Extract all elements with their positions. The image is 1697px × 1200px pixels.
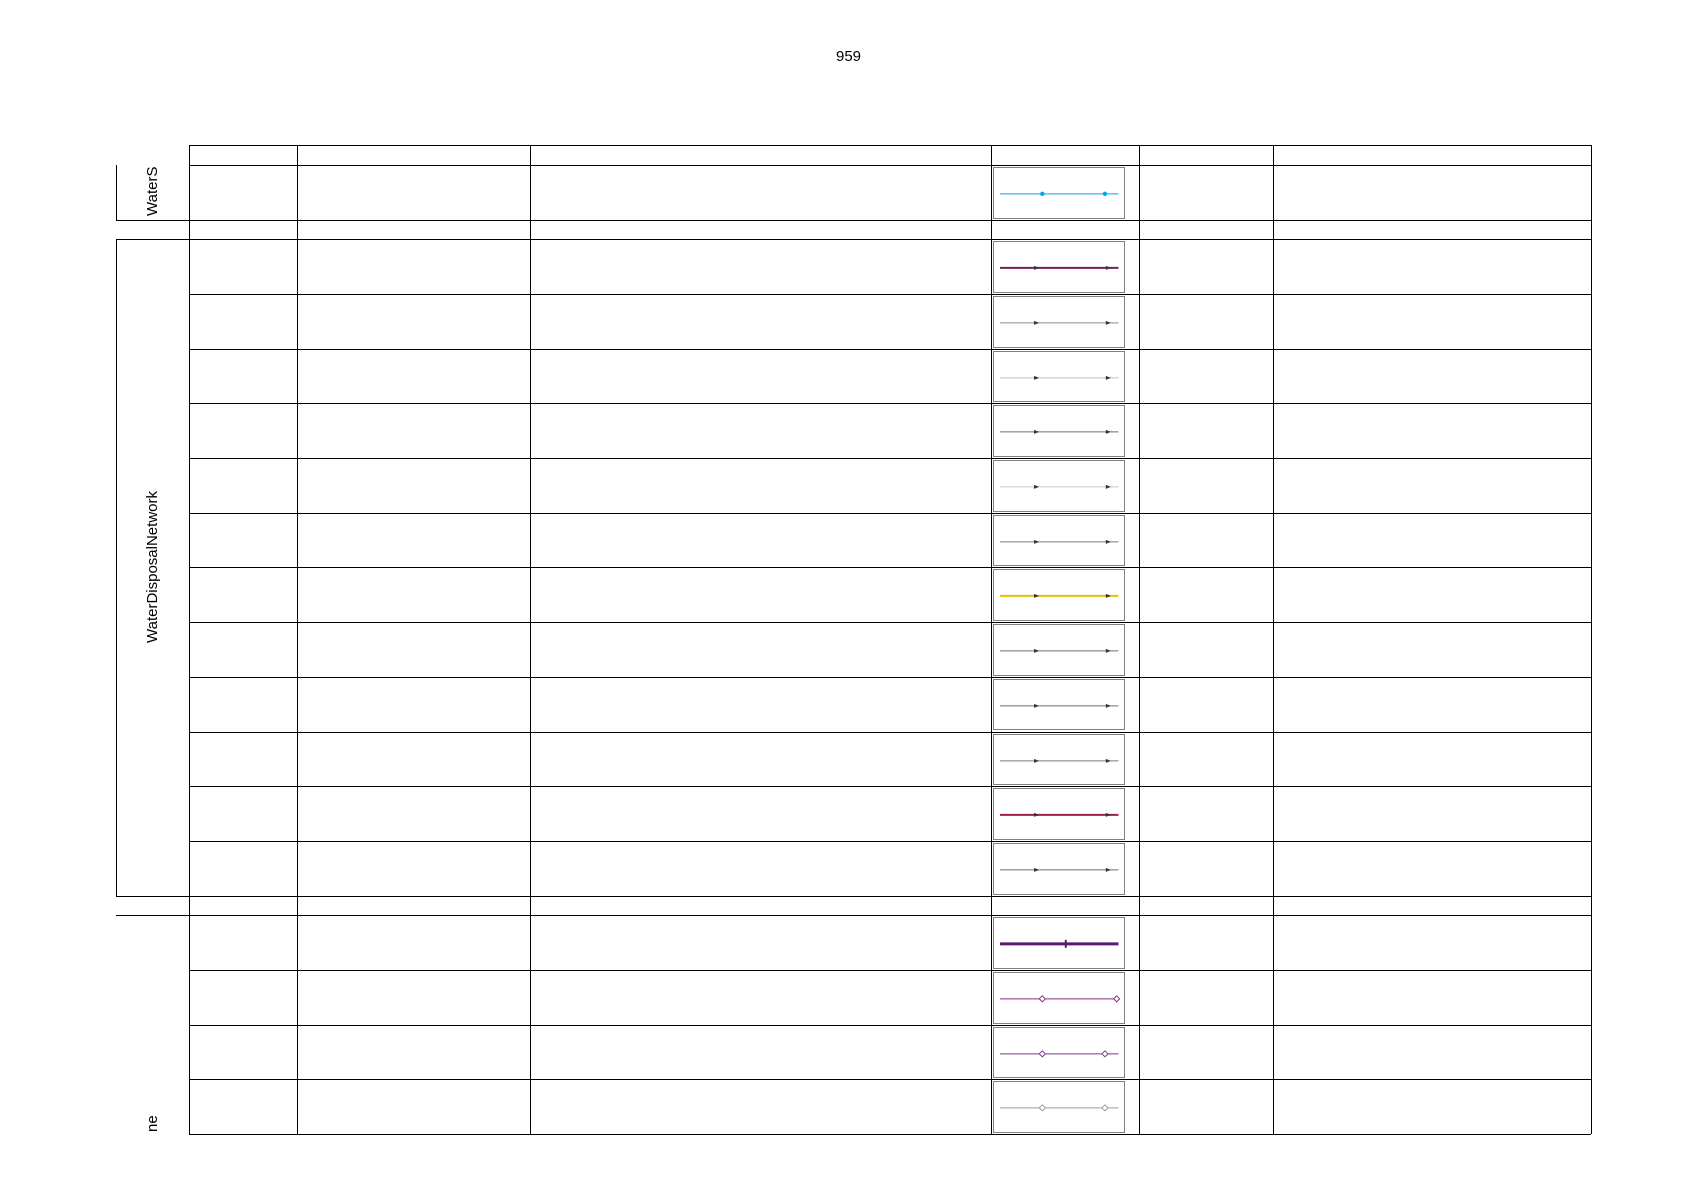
column-header-code_ogd <box>297 145 530 165</box>
line-style-marker <box>1105 266 1110 270</box>
line-style-marker <box>1105 758 1110 762</box>
cell-type <box>1139 972 1272 1025</box>
group-side-bottom-rule <box>116 896 189 897</box>
line-style-swatch <box>993 460 1125 512</box>
cell-code <box>189 843 297 896</box>
header-bottom-rule <box>189 165 1591 166</box>
cell-name <box>530 1027 990 1080</box>
cell-name <box>530 917 990 970</box>
column-header-name <box>530 145 990 165</box>
line-style-preview <box>994 461 1124 511</box>
line-style-preview <box>994 352 1124 402</box>
cell-code <box>189 624 297 677</box>
line-style-marker <box>1034 376 1039 380</box>
row-rule <box>189 1025 1591 1026</box>
cell-name <box>530 624 990 677</box>
line-style-swatch <box>993 679 1125 731</box>
group-side-label-clip <box>116 239 189 895</box>
line-style-marker <box>1039 1050 1045 1056</box>
column-rule <box>991 145 992 1133</box>
cell-code-ogd <box>297 679 530 732</box>
line-style-swatch <box>993 917 1125 969</box>
cell-code-ogd <box>297 460 530 513</box>
row-rule <box>189 786 1591 787</box>
line-style-marker <box>1105 485 1110 489</box>
group-title-rule <box>189 915 1591 916</box>
line-style-preview <box>994 1028 1124 1078</box>
cell-type <box>1139 788 1272 841</box>
cell-name <box>530 788 990 841</box>
group-title <box>189 896 1594 916</box>
column-header-type <box>1139 145 1272 165</box>
cell-type <box>1139 679 1272 732</box>
line-style-preview <box>994 680 1124 730</box>
cell-style <box>1273 1081 1591 1134</box>
cell-code <box>189 296 297 349</box>
group-side-label: WaterS <box>143 166 161 216</box>
line-style-marker <box>1040 192 1044 196</box>
line-style-marker <box>1034 540 1039 544</box>
group-side-label-clip <box>116 915 189 1134</box>
cell-type <box>1139 734 1272 787</box>
line-style-marker <box>1105 376 1110 380</box>
cell-style <box>1273 569 1591 622</box>
line-style-marker <box>1034 704 1039 708</box>
line-style-preview <box>994 516 1124 566</box>
cell-code-ogd <box>297 843 530 896</box>
line-style-marker <box>1105 540 1110 544</box>
line-style-marker <box>1105 813 1110 817</box>
line-style-preview <box>994 625 1124 675</box>
line-style-swatch <box>993 624 1125 676</box>
cell-name <box>530 515 990 568</box>
column-header-style <box>1273 145 1591 165</box>
cell-code <box>189 917 297 970</box>
line-style-marker <box>1034 266 1039 270</box>
cell-code <box>189 460 297 513</box>
cell-type <box>1139 460 1272 513</box>
line-style-preview <box>994 168 1124 218</box>
line-style-marker <box>1105 321 1110 325</box>
line-style-marker <box>1034 758 1039 762</box>
cell-code-ogd <box>297 972 530 1025</box>
cell-type <box>1139 569 1272 622</box>
cell-name <box>530 569 990 622</box>
column-rule <box>189 145 190 1133</box>
cell-type <box>1139 405 1272 458</box>
row-rule <box>189 1079 1591 1080</box>
row-rule <box>189 458 1591 459</box>
line-style-swatch <box>993 351 1125 403</box>
cell-code <box>189 788 297 841</box>
line-style-marker <box>1102 1105 1108 1111</box>
line-style-preview <box>994 735 1124 785</box>
line-style-marker <box>1034 813 1039 817</box>
cell-type <box>1139 624 1272 677</box>
group-side-label-clip <box>116 165 189 220</box>
line-style-swatch <box>993 405 1125 457</box>
cell-code <box>189 241 297 294</box>
line-style-swatch <box>993 734 1125 786</box>
cell-name <box>530 1081 990 1134</box>
row-rule <box>189 294 1591 295</box>
cell-style <box>1273 624 1591 677</box>
cell-style <box>1273 167 1591 220</box>
line-style-preview <box>994 918 1124 968</box>
row-rule <box>189 403 1591 404</box>
column-rule <box>530 145 531 1133</box>
cell-style <box>1273 515 1591 568</box>
cell-code <box>189 351 297 404</box>
group-title-rule <box>189 239 1591 240</box>
cell-code-ogd <box>297 241 530 294</box>
line-style-marker <box>1039 996 1045 1002</box>
line-style-marker <box>1102 1050 1108 1056</box>
line-style-marker <box>1034 594 1039 598</box>
cell-code-ogd <box>297 569 530 622</box>
row-rule <box>189 970 1591 971</box>
column-header-view <box>991 145 1140 165</box>
cell-type <box>1139 843 1272 896</box>
line-style-preview <box>994 1082 1124 1132</box>
line-style-swatch <box>993 972 1125 1024</box>
line-style-marker <box>1105 430 1110 434</box>
cell-code <box>189 679 297 732</box>
cell-style <box>1273 351 1591 404</box>
line-style-swatch <box>993 515 1125 567</box>
line-style-marker <box>1105 594 1110 598</box>
cell-name <box>530 296 990 349</box>
line-style-marker <box>1034 649 1039 653</box>
cell-style <box>1273 405 1591 458</box>
cell-type <box>1139 917 1272 970</box>
cell-name <box>530 460 990 513</box>
line-style-marker <box>1113 996 1119 1002</box>
cell-style <box>1273 679 1591 732</box>
cell-code <box>189 1027 297 1080</box>
line-style-preview <box>994 297 1124 347</box>
cell-type <box>1139 1027 1272 1080</box>
cell-code <box>189 405 297 458</box>
row-rule <box>189 513 1591 514</box>
cell-style <box>1273 1027 1591 1080</box>
row-rule <box>189 1134 1591 1135</box>
row-rule <box>189 349 1591 350</box>
group-side-bottom-rule <box>116 220 189 221</box>
cell-style <box>1273 788 1591 841</box>
row-rule <box>189 841 1591 842</box>
line-style-swatch <box>993 167 1125 219</box>
line-style-marker <box>1034 868 1039 872</box>
line-style-marker <box>1034 321 1039 325</box>
column-rule <box>1591 145 1592 1133</box>
column-rule <box>1139 145 1140 1133</box>
cell-name <box>530 972 990 1025</box>
row-rule <box>189 567 1591 568</box>
row-rule <box>189 677 1591 678</box>
cell-code-ogd <box>297 405 530 458</box>
cell-type <box>1139 167 1272 220</box>
line-style-swatch <box>993 296 1125 348</box>
line-style-marker <box>1102 192 1106 196</box>
line-style-preview <box>994 844 1124 894</box>
cell-style <box>1273 843 1591 896</box>
cell-style <box>1273 241 1591 294</box>
cell-type <box>1139 1081 1272 1134</box>
group-side-label: ne <box>143 1115 161 1132</box>
line-style-marker <box>1034 430 1039 434</box>
line-style-swatch <box>993 843 1125 895</box>
line-style-swatch <box>993 569 1125 621</box>
cell-code <box>189 167 297 220</box>
line-style-marker <box>1105 649 1110 653</box>
cell-name <box>530 734 990 787</box>
line-style-marker <box>1105 704 1110 708</box>
line-style-swatch <box>993 1027 1125 1079</box>
line-style-marker <box>1105 868 1110 872</box>
cell-code <box>189 1081 297 1134</box>
cell-code-ogd <box>297 1027 530 1080</box>
cell-code-ogd <box>297 1081 530 1134</box>
line-style-swatch <box>993 1081 1125 1133</box>
row-rule <box>189 622 1591 623</box>
cell-code-ogd <box>297 296 530 349</box>
cell-style <box>1273 734 1591 787</box>
column-rule <box>297 145 298 1133</box>
cell-type <box>1139 351 1272 404</box>
cell-type <box>1139 241 1272 294</box>
cell-code-ogd <box>297 788 530 841</box>
cell-name <box>530 351 990 404</box>
line-style-preview <box>994 406 1124 456</box>
cell-name <box>530 167 990 220</box>
cell-name <box>530 679 990 732</box>
cell-style <box>1273 972 1591 1025</box>
line-style-preview <box>994 570 1124 620</box>
cell-code-ogd <box>297 515 530 568</box>
cell-code-ogd <box>297 624 530 677</box>
cell-code <box>189 515 297 568</box>
cell-style <box>1273 917 1591 970</box>
row-rule <box>189 732 1591 733</box>
cell-name <box>530 405 990 458</box>
line-style-preview <box>994 242 1124 292</box>
line-style-marker <box>1039 1105 1045 1111</box>
line-style-swatch <box>993 241 1125 293</box>
group-side-label: WaterDisposalNetwork <box>143 491 161 644</box>
column-rule <box>1273 145 1274 1133</box>
line-style-preview <box>994 973 1124 1023</box>
page-number: 959 <box>835 48 862 65</box>
cell-code <box>189 569 297 622</box>
group-title <box>189 220 1594 240</box>
cell-code-ogd <box>297 351 530 404</box>
cell-type <box>1139 296 1272 349</box>
cell-code-ogd <box>297 167 530 220</box>
cell-style <box>1273 296 1591 349</box>
line-style-marker <box>1034 485 1039 489</box>
cell-code-ogd <box>297 917 530 970</box>
cell-style <box>1273 460 1591 513</box>
cell-name <box>530 843 990 896</box>
cell-code-ogd <box>297 734 530 787</box>
column-header-code <box>189 145 297 165</box>
line-style-swatch <box>993 788 1125 840</box>
line-style-preview <box>994 789 1124 839</box>
cell-type <box>1139 515 1272 568</box>
cell-code <box>189 972 297 1025</box>
cell-code <box>189 734 297 787</box>
cell-name <box>530 241 990 294</box>
